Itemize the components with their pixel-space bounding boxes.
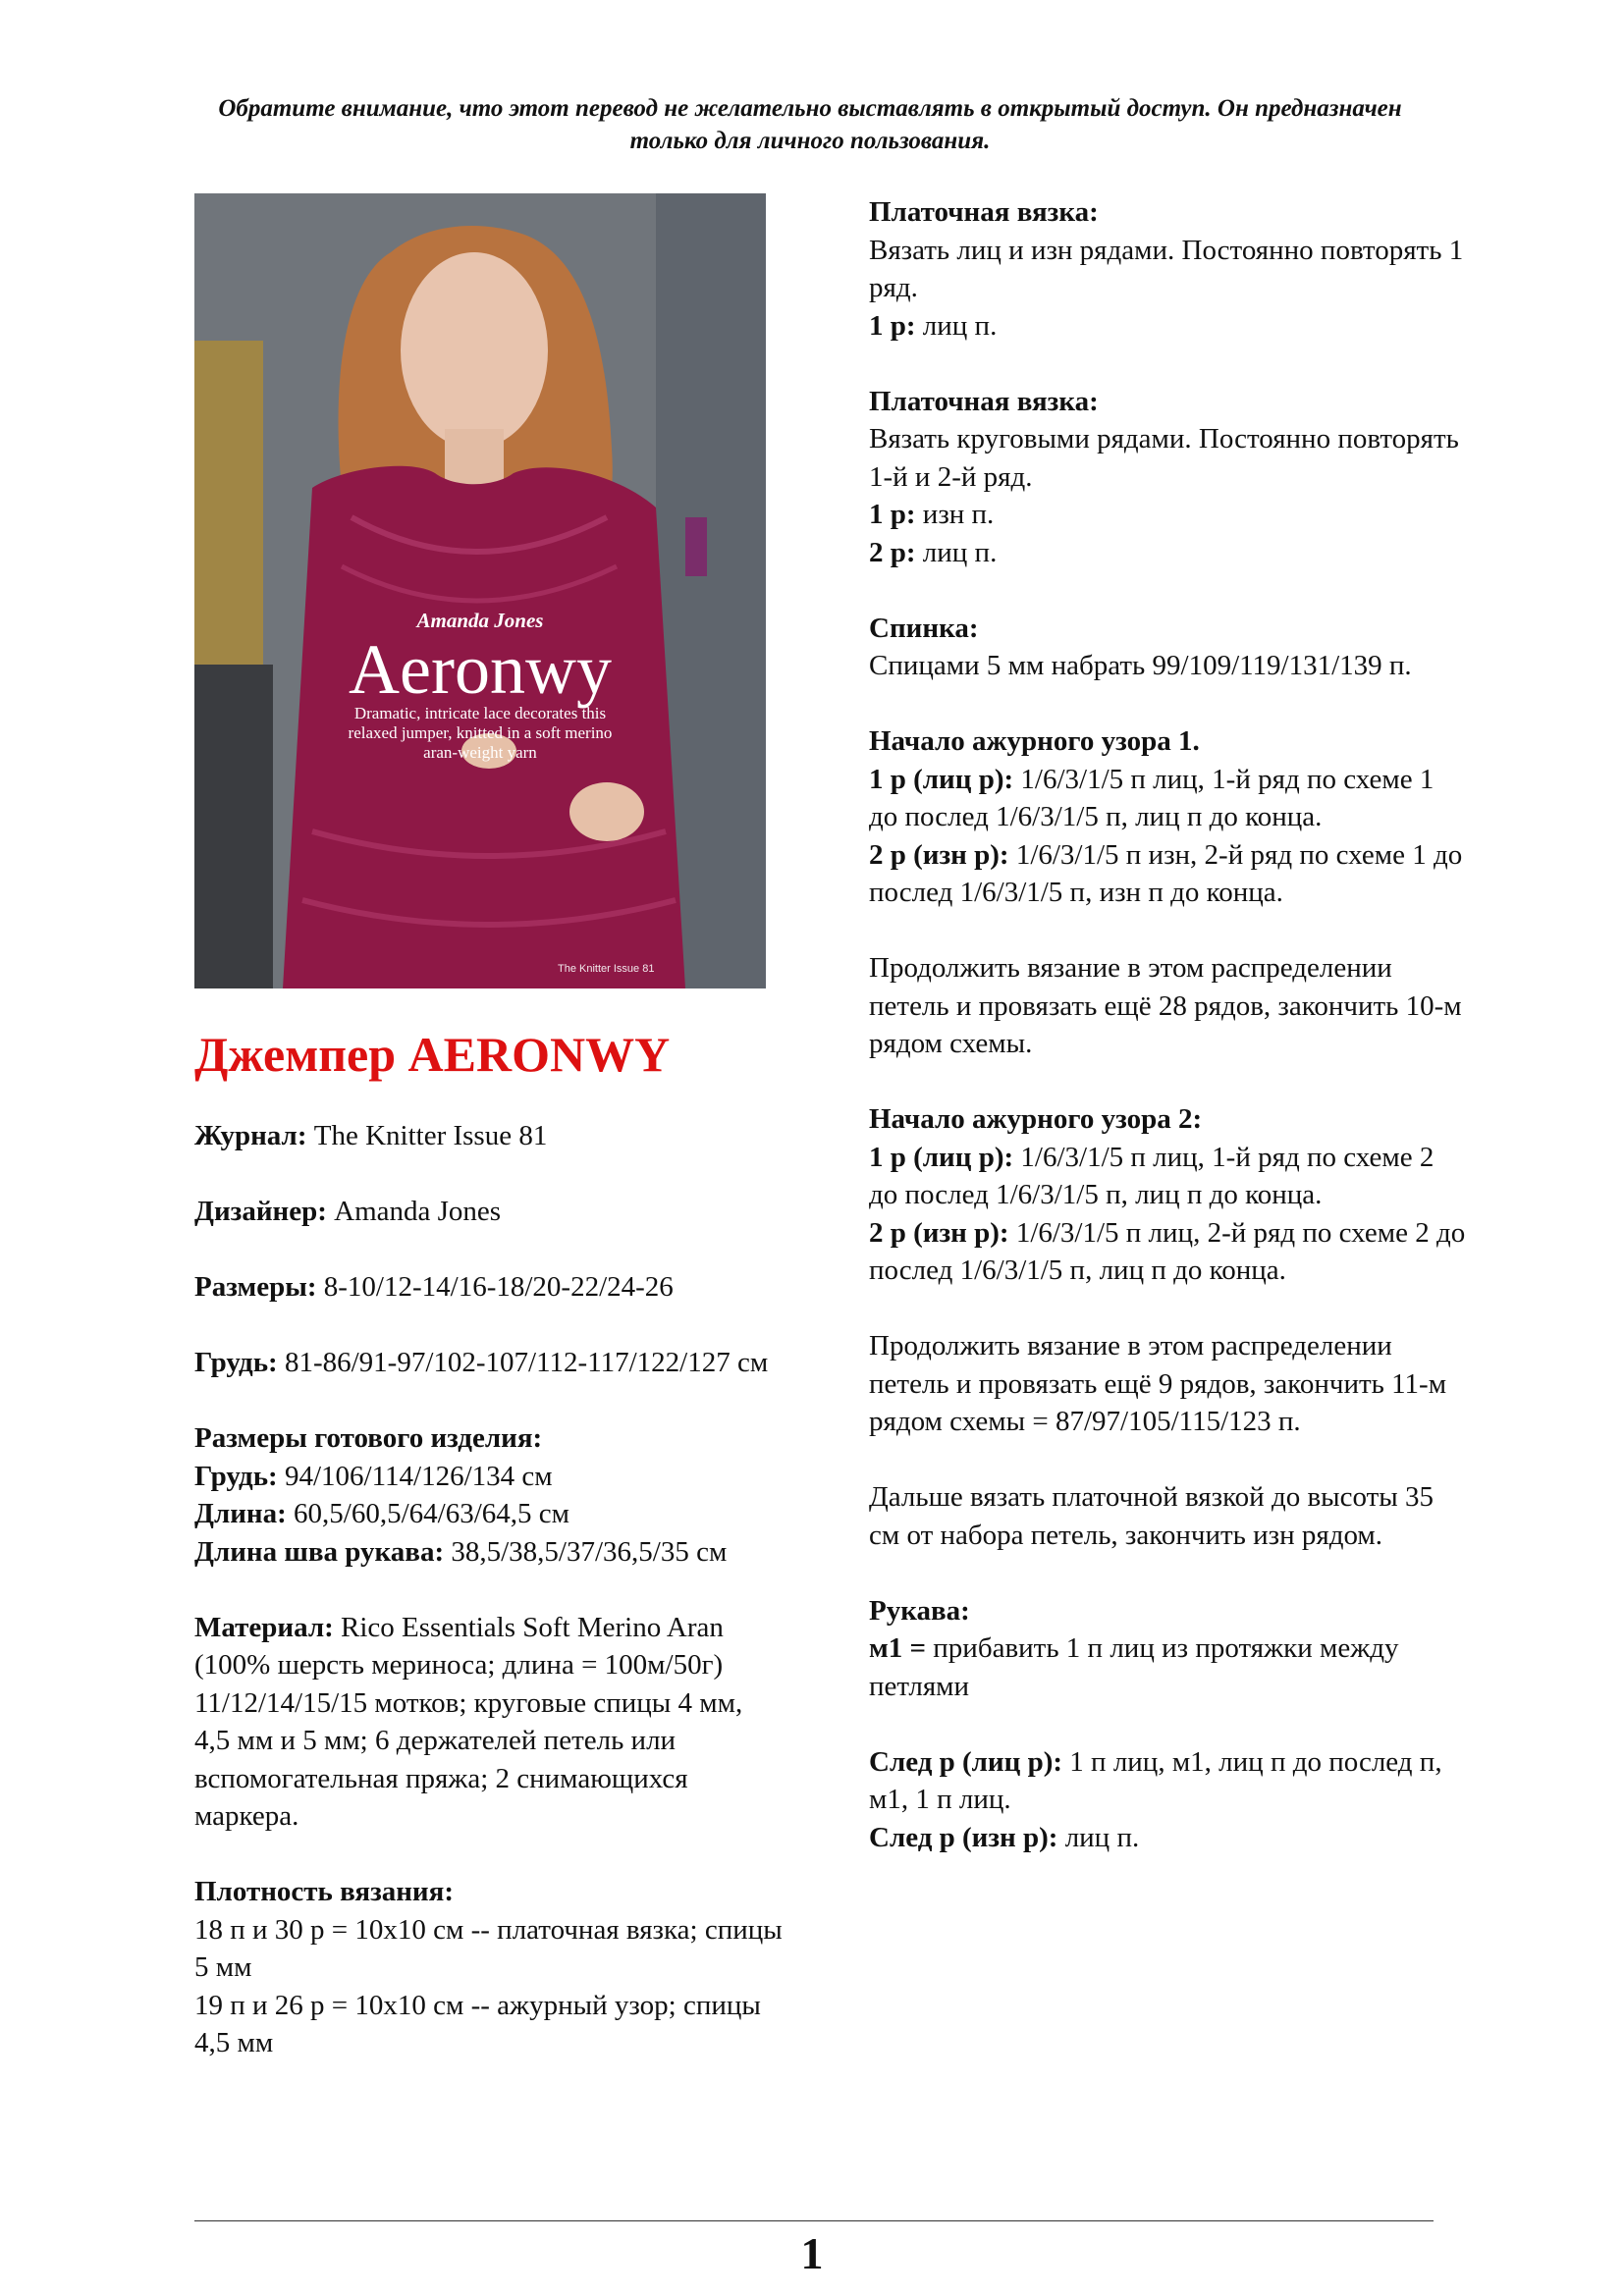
finished-length: Длина: 60,5/60,5/64/63/64,5 см [194,1498,569,1529]
material-line: Материал: Rico Essentials Soft Merino Aran (100% шерсть мериноса; длина = 100м/50г) 11/12/14/15/15 мотков; круговые спицы 4 мм, 4,5 мм и 5 мм; 6 держателей петель или вспомогательная пряжа; 2 снимающихся маркера. [194,1611,743,1832]
row-instruction: След р (изн р): лиц п. [869,1821,1140,1853]
designer-line: Дизайнер: Amanda Jones [194,1196,502,1227]
section-text: Продолжить вязание в этом распределении петель и провязать ещё 9 рядов, закончить 11-м рядом схемы = 87/97/105/115/123 п. [869,1330,1447,1437]
pattern-title: Джемпер AERONWY [194,1027,671,1082]
section-text: Вязать лиц и изн рядами. Постоянно повторять 1 ряд. [869,234,1464,303]
bust-line: Грудь: 81-86/91-97/102-107/112-117/122/127 см [194,1347,769,1378]
section-heading: Платочная вязка: [869,196,1099,228]
row-instruction: След р (лиц р): 1 п лиц, м1, лиц п до послед п, м1, 1 п лиц. [869,1745,1442,1815]
cover-illustration [194,193,766,988]
magazine-line: Журнал: The Knitter Issue 81 [194,1120,548,1151]
section-heading: Платочная вязка: [869,385,1099,417]
row-instruction: 1 р (лиц р): 1/6/3/1/5 п лиц, 1-й ряд по схеме 1 до послед 1/6/3/1/5 п, лиц п до конца. [869,763,1435,832]
finished-heading: Размеры готового изделия: [194,1422,543,1454]
gauge-line: 19 п и 26 р = 10x10 см -- ажурный узор; спицы 4,5 мм [194,1989,761,2058]
row-instruction: 2 р (изн р): 1/6/3/1/5 п лиц, 2-й ряд по схеме 2 до послед 1/6/3/1/5 п, лиц п до конца. [869,1216,1466,1286]
section-heading: Рукава: [869,1594,970,1627]
section-heading: Начало ажурного узора 2: [869,1103,1203,1135]
finished-sleeve: Длина шва рукава: 38,5/38,5/37/36,5/35 см [194,1535,728,1568]
cover-footer: The Knitter Issue 81 [558,963,655,975]
row-instruction: 2 р: лиц п. [869,536,998,568]
right-column [869,193,1468,1856]
section-text: Спицами 5 мм набрать 99/109/119/131/139 п. [869,650,1412,681]
section-heading: Начало ажурного узора 1. [869,725,1200,757]
gauge-line: 18 п и 30 р = 10x10 см -- платочная вязка; спицы 5 мм [194,1913,783,1983]
section-text: Продолжить вязание в этом распределении петель и провязать ещё 28 рядов, закончить 10-м рядом схемы. [869,952,1462,1059]
notice: Обратите внимание, что этот перевод не желательно выставлять в открытый доступ. Он предназначен только для личного пользования. [218,95,1402,154]
footer-divider [194,2220,1434,2221]
cover-subtitle: Dramatic, intricate lace decorates this relaxed jumper, knitted in a soft merino aran-weight yarn [348,704,613,762]
row-instruction: 1 р: изн п. [869,499,995,530]
row-instruction: 1 р (лиц р): 1/6/3/1/5 п лиц, 1-й ряд по схеме 2 до послед 1/6/3/1/5 п, лиц п до конца. [869,1141,1435,1210]
gauge-heading: Плотность вязания: [194,1876,454,1907]
cover-photo [194,193,766,988]
row-instruction: 2 р (изн р): 1/6/3/1/5 п изн, 2-й ряд по схеме 1 до послед 1/6/3/1/5 п, изн п до конца. [869,838,1463,908]
cover-author: Amanda Jones [416,609,544,632]
row-instruction: м1 = прибавить 1 п лиц из протяжки между петлями [869,1632,1399,1702]
left-column [194,1025,784,2062]
row-instruction: 1 р: лиц п. [869,309,998,342]
page-number: 1 [800,2228,824,2278]
section-text: Дальше вязать платочной вязкой до высоты 35 см от набора петель, закончить изн рядом. [869,1481,1435,1551]
cover-title: Aeronwy [349,630,612,709]
sizes-line: Размеры: 8-10/12-14/16-18/20-22/24-26 [194,1271,674,1303]
finished-bust: Грудь: 94/106/114/126/134 см [194,1460,553,1492]
section-heading: Спинка: [869,612,979,644]
section-text: Вязать круговыми рядами. Постоянно повторять 1-й и 2-й ряд. [869,423,1459,493]
